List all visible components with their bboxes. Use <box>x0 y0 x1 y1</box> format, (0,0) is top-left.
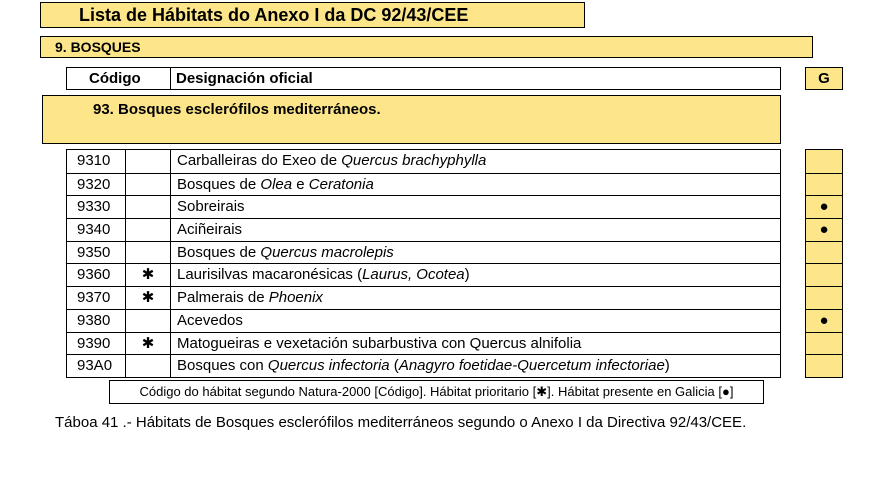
designation-part: ) <box>464 266 470 284</box>
legend-box <box>109 380 764 404</box>
galicia-header-label: G <box>818 70 830 87</box>
designation-part: Phoenix <box>268 289 323 307</box>
habitat-designation <box>177 174 374 195</box>
designation-part: Laurus, Ocotea <box>362 266 465 284</box>
priority-star-icon <box>126 242 171 264</box>
priority-star-icon <box>126 150 171 173</box>
habitat-designation <box>177 333 581 354</box>
designation-part: ) <box>664 357 670 375</box>
designation-part: Laurisilvas macaronésicas ( <box>177 266 363 284</box>
table-row <box>67 286 780 309</box>
group-header <box>42 95 781 144</box>
designation-part: Anagyro foetidae-Quercetum infectoriae <box>398 357 665 375</box>
habitat-table <box>66 149 781 378</box>
galicia-presence-dot-icon <box>806 332 842 355</box>
designation-part: Bosques de <box>177 243 261 261</box>
galicia-presence-column <box>805 149 843 378</box>
designation-part: Acevedos <box>177 311 243 329</box>
habitat-code: 9370 <box>67 287 126 309</box>
galicia-column-header <box>805 67 843 90</box>
galicia-presence-dot-icon: ● <box>806 218 842 241</box>
galicia-presence-dot-icon: ● <box>806 309 842 332</box>
section-header-text: 9. BOSQUES <box>55 39 141 55</box>
habitat-designation <box>177 196 245 217</box>
designation-part: Ceratonia <box>308 175 374 193</box>
priority-star-icon: ✱ <box>126 264 171 286</box>
designation-part: Sobreirais <box>177 198 245 216</box>
priority-star-icon <box>126 196 171 218</box>
habitat-code: 9330 <box>67 196 126 218</box>
priority-star-icon <box>126 355 171 377</box>
designation-part: Bosques con <box>177 357 268 375</box>
table-row <box>67 332 780 355</box>
habitat-code: 9380 <box>67 310 126 332</box>
priority-star-icon <box>126 310 171 332</box>
table-row <box>67 218 780 241</box>
designation-part: Aciñeirais <box>177 221 243 239</box>
priority-star-icon: ✱ <box>126 287 171 309</box>
habitat-designation <box>177 242 394 263</box>
table-row <box>67 173 780 196</box>
designation-part: Carballeiras do Exeo de <box>177 152 342 169</box>
habitat-designation <box>177 310 243 331</box>
habitat-code: 9310 <box>67 150 126 173</box>
galicia-presence-dot-icon <box>806 354 842 377</box>
galicia-presence-dot-icon <box>806 286 842 309</box>
galicia-presence-dot-icon <box>806 263 842 286</box>
column-header-row <box>66 67 781 90</box>
priority-star-icon: ✱ <box>126 333 171 355</box>
designation-part: ( <box>389 357 399 375</box>
designation-part: Bosques de <box>177 175 261 193</box>
habitat-designation <box>177 150 486 171</box>
designation-part: Palmerais de <box>177 289 269 307</box>
designation-part: Olea <box>260 175 293 193</box>
galicia-presence-dot-icon <box>806 241 842 264</box>
legend-text: Código do hábitat segundo Natura-2000 [Código]. Hábitat prioritario [✱]. Hábitat presente en Galicia [●] <box>139 384 734 399</box>
habitat-code: 9340 <box>67 219 126 241</box>
code-column-header <box>67 68 171 89</box>
galicia-presence-dot-icon <box>806 173 842 196</box>
table-row <box>67 263 780 286</box>
galicia-presence-dot-icon: ● <box>806 195 842 218</box>
galicia-presence-dot-icon <box>806 150 842 173</box>
habitat-designation <box>177 264 470 285</box>
designation-part: Quercus macrolepis <box>260 243 394 261</box>
table-row <box>67 309 780 332</box>
table-row <box>67 195 780 218</box>
group-header-text: 93. Bosques esclerófilos mediterráneos. <box>93 101 381 118</box>
designation-part: Matogueiras e vexetación subarbustiva con Quercus alnifolia <box>177 334 582 352</box>
designation-part: Quercus brachyphylla <box>341 152 487 169</box>
table-caption: Táboa 41 .- Hábitats de Bosques esclerófilos mediterráneos segundo o Anexo I da Directiva 92/43/CEE. <box>55 414 747 431</box>
habitat-code: 9360 <box>67 264 126 286</box>
designation-header-label: Designación oficial <box>176 70 313 87</box>
code-header-label: Código <box>89 70 141 87</box>
table-title <box>40 2 585 28</box>
table-row <box>67 150 780 173</box>
habitat-code: 9350 <box>67 242 126 264</box>
habitat-designation <box>177 287 323 308</box>
priority-star-icon <box>126 174 171 196</box>
habitat-code: 9390 <box>67 333 126 355</box>
habitat-code: 9320 <box>67 174 126 196</box>
habitat-designation <box>177 355 670 376</box>
designation-part: Quercus infectoria <box>267 357 390 375</box>
table-row <box>67 241 780 264</box>
habitat-code: 93A0 <box>67 355 126 377</box>
section-header <box>40 36 813 58</box>
table-row <box>67 354 780 377</box>
designation-part: e <box>292 175 309 193</box>
table-title-text: Lista de Hábitats do Anexo I da DC 92/43/CEE <box>79 5 469 25</box>
habitat-designation <box>177 219 242 240</box>
priority-star-icon <box>126 219 171 241</box>
